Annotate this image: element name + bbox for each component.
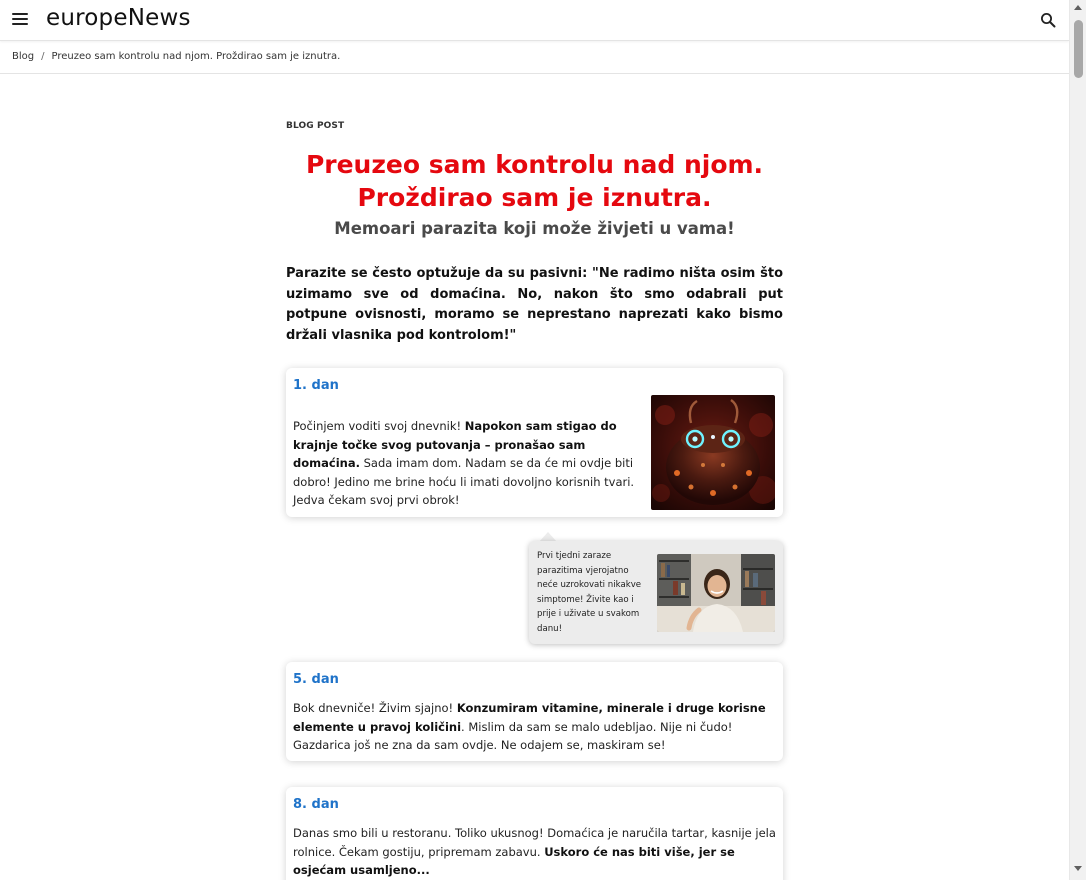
diary-entry-card: [286, 662, 783, 761]
entry-text-part: Počinjem voditi svoj dnevnik!: [293, 419, 465, 433]
diary-entry-card: [286, 787, 783, 880]
title-line-2: Proždirao sam je iznutra.: [357, 183, 712, 212]
breadcrumb-separator: /: [41, 51, 45, 62]
scrollbar-thumb[interactable]: [1074, 20, 1083, 78]
entry-day-label: 8. dan: [293, 797, 339, 812]
post-kicker: BLOG POST: [286, 121, 345, 131]
hamburger-menu-icon[interactable]: [12, 13, 28, 27]
top-bar: [0, 0, 1069, 41]
page-scrollbar[interactable]: [1069, 0, 1086, 880]
entry-text: [293, 417, 643, 510]
entry-text-part: Danas smo bili u restoranu. Toliko ukusnog! Domaćica je naručila tartar, kasnije jela rolnice. Čekam gostiju, pripremam zabavu.: [293, 826, 776, 859]
info-tip-box: [529, 541, 783, 644]
scroll-up-arrow-icon[interactable]: [1074, 5, 1082, 10]
entry-text-bold: Konzumiram vitamine, minerale i druge korisne elemente u pravoj količini: [293, 701, 766, 734]
smiling-woman-photo: [657, 554, 775, 632]
entry-text: [293, 824, 778, 880]
site-logo[interactable]: europeNews: [46, 5, 191, 31]
diary-entry-card: [286, 368, 783, 517]
breadcrumb-blog-link[interactable]: Blog: [12, 51, 35, 62]
parasite-illustration: [651, 395, 775, 510]
page-subtitle: Memoari parazita koji može živjeti u vama!: [334, 219, 735, 238]
search-icon[interactable]: [1040, 12, 1056, 28]
entry-text-bold: Uskoro će nas biti više, jer se osjećam usamljeno...: [293, 844, 735, 877]
entry-text-part: Sada imam dom. Nadam se da će mi ovdje biti dobro! Jedino me brine hoću li imati dovoljno korisnih tvari. Jedva čekam svoj prvi obrok!: [293, 456, 635, 507]
scroll-down-arrow-icon[interactable]: [1074, 866, 1082, 871]
entry-day-label: 1. dan: [293, 378, 339, 393]
entry-text: [293, 699, 778, 755]
breadcrumb: [0, 41, 1069, 74]
entry-day-label: 5. dan: [293, 672, 339, 687]
tip-text: Prvi tjedni zaraze parazitima vjerojatno neće uzrokovati nikakve simptome! Živite kao i prije i uživate u svakom danu!: [537, 551, 642, 634]
title-line-1: Preuzeo sam kontrolu nad njom.: [305, 150, 764, 179]
entry-text-part: . Mislim da sam se malo udebljao. Nije ni čudo! Gazdarica još ne zna da sam ovdje. Ne odajem se, maskiram se!: [293, 719, 733, 752]
entry-text-part: Bok dnevniče! Živim sjajno!: [293, 701, 457, 715]
entry-text-bold: Napokon sam stigao do krajnje točke svog putovanja – pronašao sam domaćina.: [293, 419, 617, 470]
breadcrumb-current: Preuzeo sam kontrolu nad njom. Proždirao sam je iznutra.: [51, 51, 341, 62]
intro-paragraph: Parazite se često optužuje da su pasivni: "Ne radimo ništa osim što uzimamo sve od domaćina. No, nakon što smo odabrali put potpune ovisnosti, moramo se neprestano naprezati kako bismo držali vlasnika pod kontrolom!": [286, 266, 783, 343]
page-title: [286, 148, 783, 214]
